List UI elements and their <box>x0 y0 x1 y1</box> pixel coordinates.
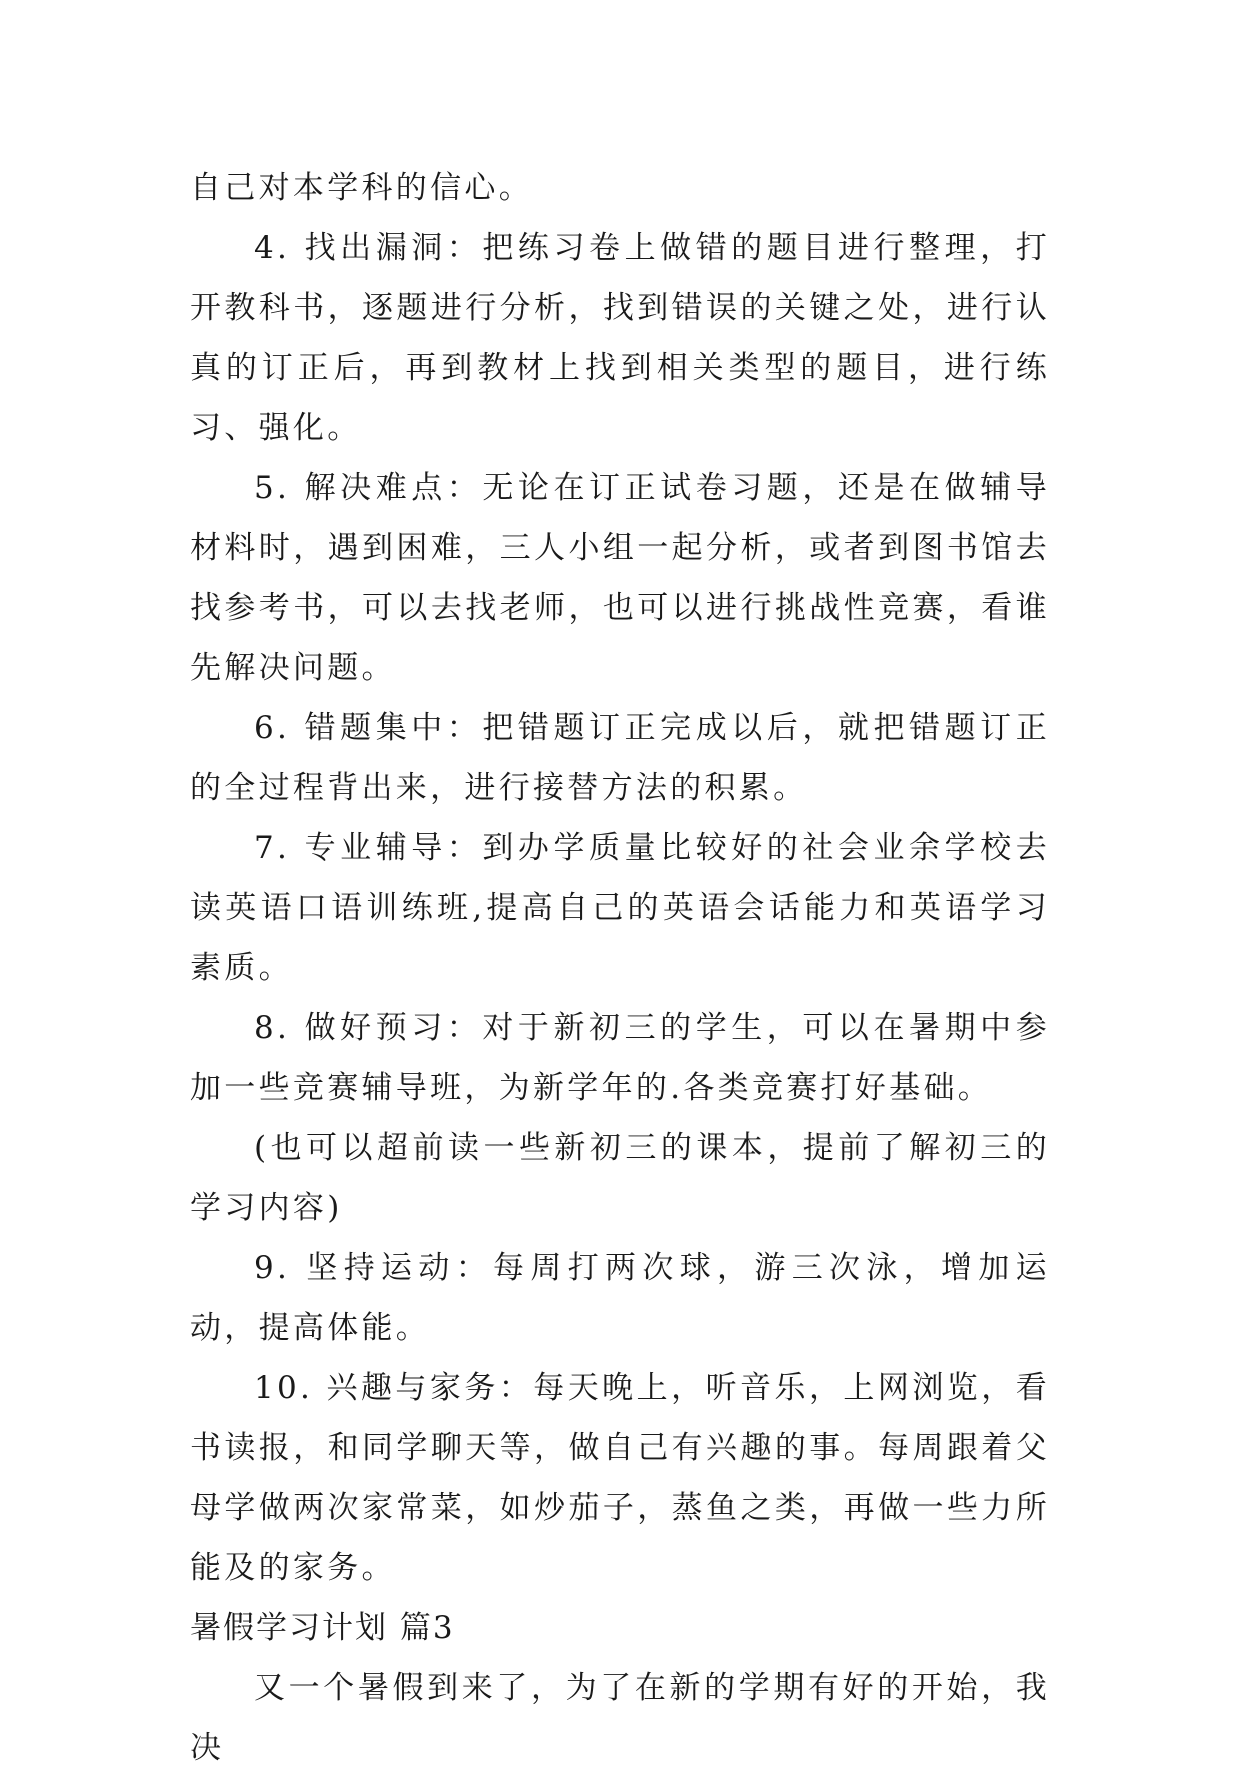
paragraph-item-9: 9. 坚持运动：每周打两次球，游三次泳，增加运动，提高体能。 <box>190 1250 1050 1346</box>
paragraph-item-6: 6. 错题集中：把错题订正完成以后，就把错题订正的全过程背出来，进行接替方法的积累。 <box>190 710 1050 806</box>
paragraph-item-5: 5. 解决难点：无论在订正试卷习题，还是在做辅导材料时，遇到困难，三人小组一起分析，或者到图书馆去找参考书，可以去找老师，也可以进行挑战性竞赛，看谁先解决问题。 <box>190 470 1050 686</box>
paragraph-note: (也可以超前读一些新初三的课本，提前了解初三的学习内容) <box>190 1130 1050 1226</box>
paragraph-item-4: 4. 找出漏洞：把练习卷上做错的题目进行整理，打开教科书，逐题进行分析，找到错误的关键之处，进行认真的订正后，再到教材上找到相关类型的题目，进行练习、强化。 <box>190 230 1050 446</box>
paragraph-item-10: 10. 兴趣与家务：每天晚上，听音乐，上网浏览，看书读报，和同学聊天等，做自己有兴趣的事。每周跟着父母学做两次家常菜，如炒茄子，蒸鱼之类，再做一些力所能及的家务。 <box>190 1370 1050 1586</box>
paragraph-continued: 自己对本学科的信心。 <box>190 170 533 206</box>
section-heading: 暑假学习计划 篇3 <box>190 1610 455 1646</box>
document-body <box>190 158 1050 1778</box>
paragraph-item-8: 8. 做好预习：对于新初三的学生，可以在暑期中参加一些竞赛辅导班，为新学年的.各类竞赛打好基础。 <box>190 1010 1050 1106</box>
paragraph-intro: 又一个暑假到来了，为了在新的学期有好的开始，我决 <box>190 1670 1050 1766</box>
paragraph-item-7: 7. 专业辅导：到办学质量比较好的社会业余学校去读英语口语训练班,提高自己的英语会话能力和英语学习素质。 <box>190 830 1050 986</box>
